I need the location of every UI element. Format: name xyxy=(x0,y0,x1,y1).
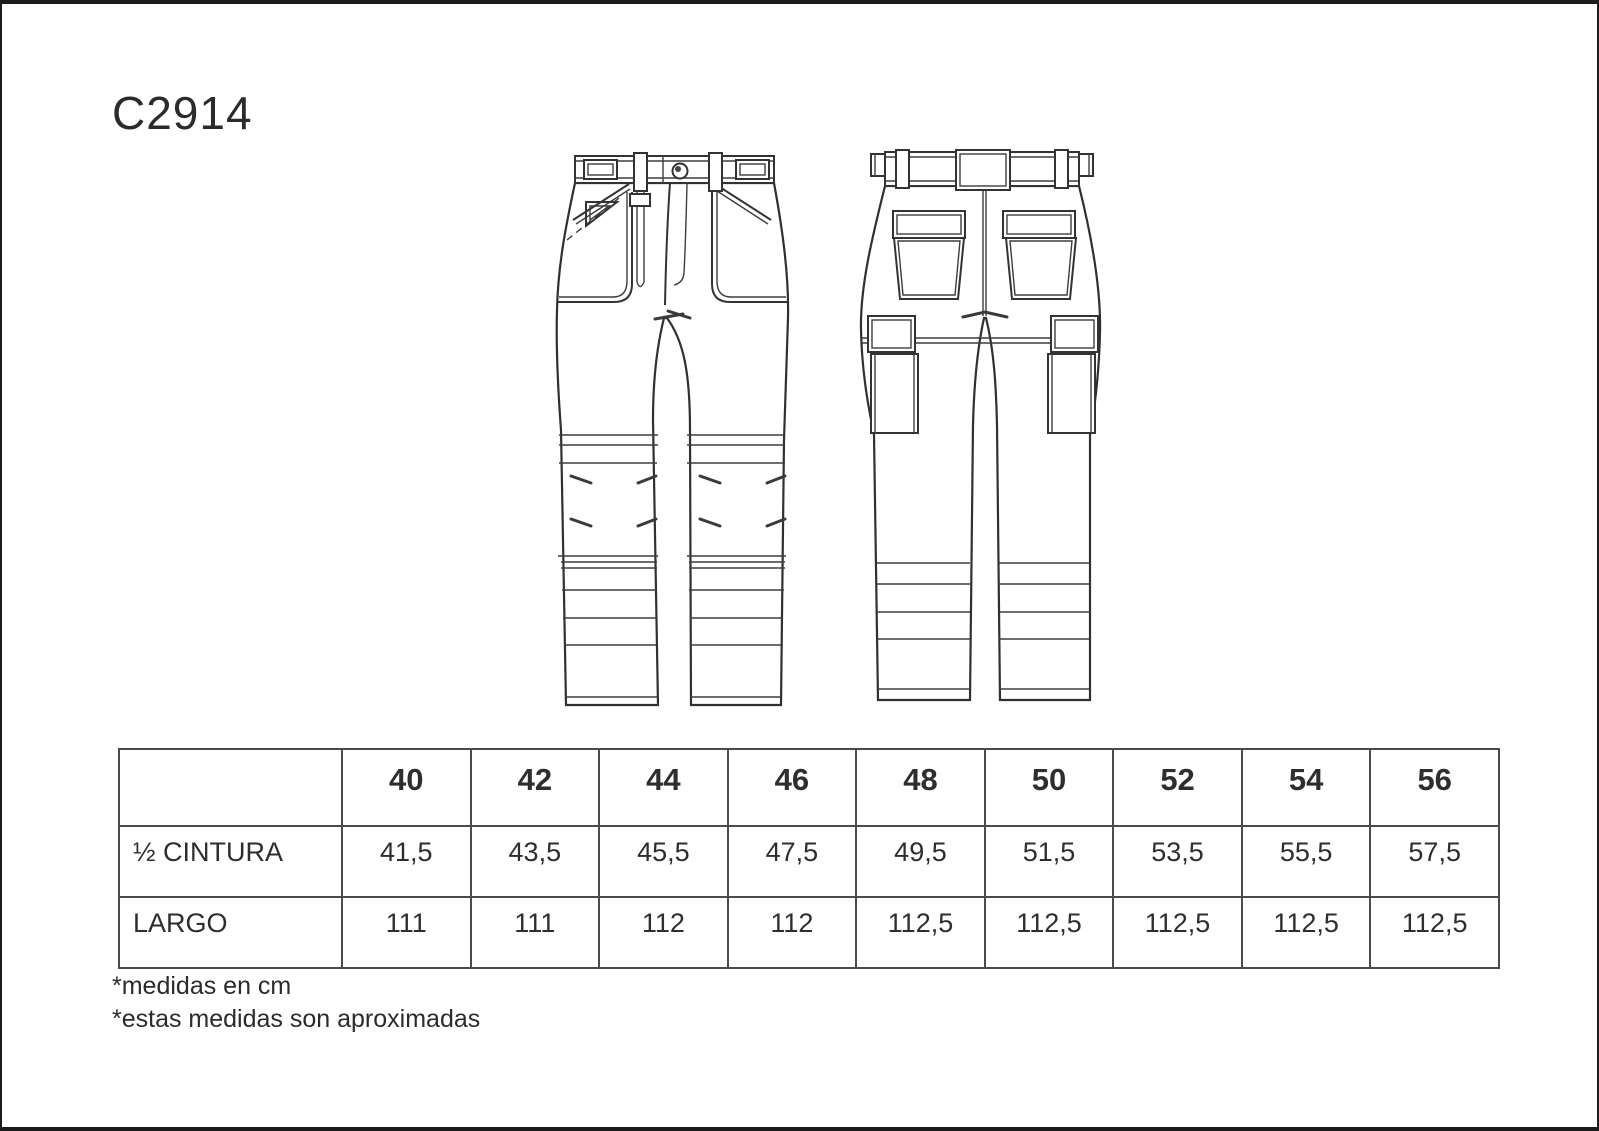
largo-value: 112,5 xyxy=(1113,897,1242,968)
size-header-56: 56 xyxy=(1370,749,1499,826)
size-table-header-row xyxy=(119,749,1499,826)
largo-value: 112,5 xyxy=(1370,897,1499,968)
size-table-row-cintura xyxy=(119,826,1499,897)
size-header-42: 42 xyxy=(471,749,600,826)
size-table-corner-cell xyxy=(119,749,342,826)
footnote-units: *medidas en cm xyxy=(112,972,292,1000)
footnote-approx: *estas medidas son aproximadas xyxy=(112,1005,481,1033)
size-header-46: 46 xyxy=(728,749,857,826)
cintura-value: 43,5 xyxy=(471,826,600,897)
cintura-value: 51,5 xyxy=(985,826,1114,897)
row-label-largo: LARGO xyxy=(119,897,342,968)
cintura-value: 57,5 xyxy=(1370,826,1499,897)
largo-value: 111 xyxy=(342,897,471,968)
row-label-cintura: ½ CINTURA xyxy=(119,826,342,897)
cintura-value: 45,5 xyxy=(599,826,728,897)
size-header-54: 54 xyxy=(1242,749,1371,826)
largo-value: 112 xyxy=(728,897,857,968)
largo-value: 112 xyxy=(599,897,728,968)
size-table xyxy=(118,748,1500,969)
size-table-row-largo xyxy=(119,897,1499,968)
cintura-value: 47,5 xyxy=(728,826,857,897)
footnotes xyxy=(112,970,480,1036)
size-header-44: 44 xyxy=(599,749,728,826)
cintura-value: 41,5 xyxy=(342,826,471,897)
pants-technical-drawings xyxy=(540,140,1115,715)
pants-front-view-drawing xyxy=(557,153,788,705)
pants-back-view-drawing xyxy=(861,150,1100,700)
size-header-48: 48 xyxy=(856,749,985,826)
size-header-40: 40 xyxy=(342,749,471,826)
largo-value: 112,5 xyxy=(1242,897,1371,968)
cintura-value: 53,5 xyxy=(1113,826,1242,897)
largo-value: 111 xyxy=(471,897,600,968)
cintura-value: 49,5 xyxy=(856,826,985,897)
product-code: C2914 xyxy=(112,87,253,139)
largo-value: 112,5 xyxy=(856,897,985,968)
largo-value: 112,5 xyxy=(985,897,1114,968)
cintura-value: 55,5 xyxy=(1242,826,1371,897)
size-header-50: 50 xyxy=(985,749,1114,826)
size-header-52: 52 xyxy=(1113,749,1242,826)
